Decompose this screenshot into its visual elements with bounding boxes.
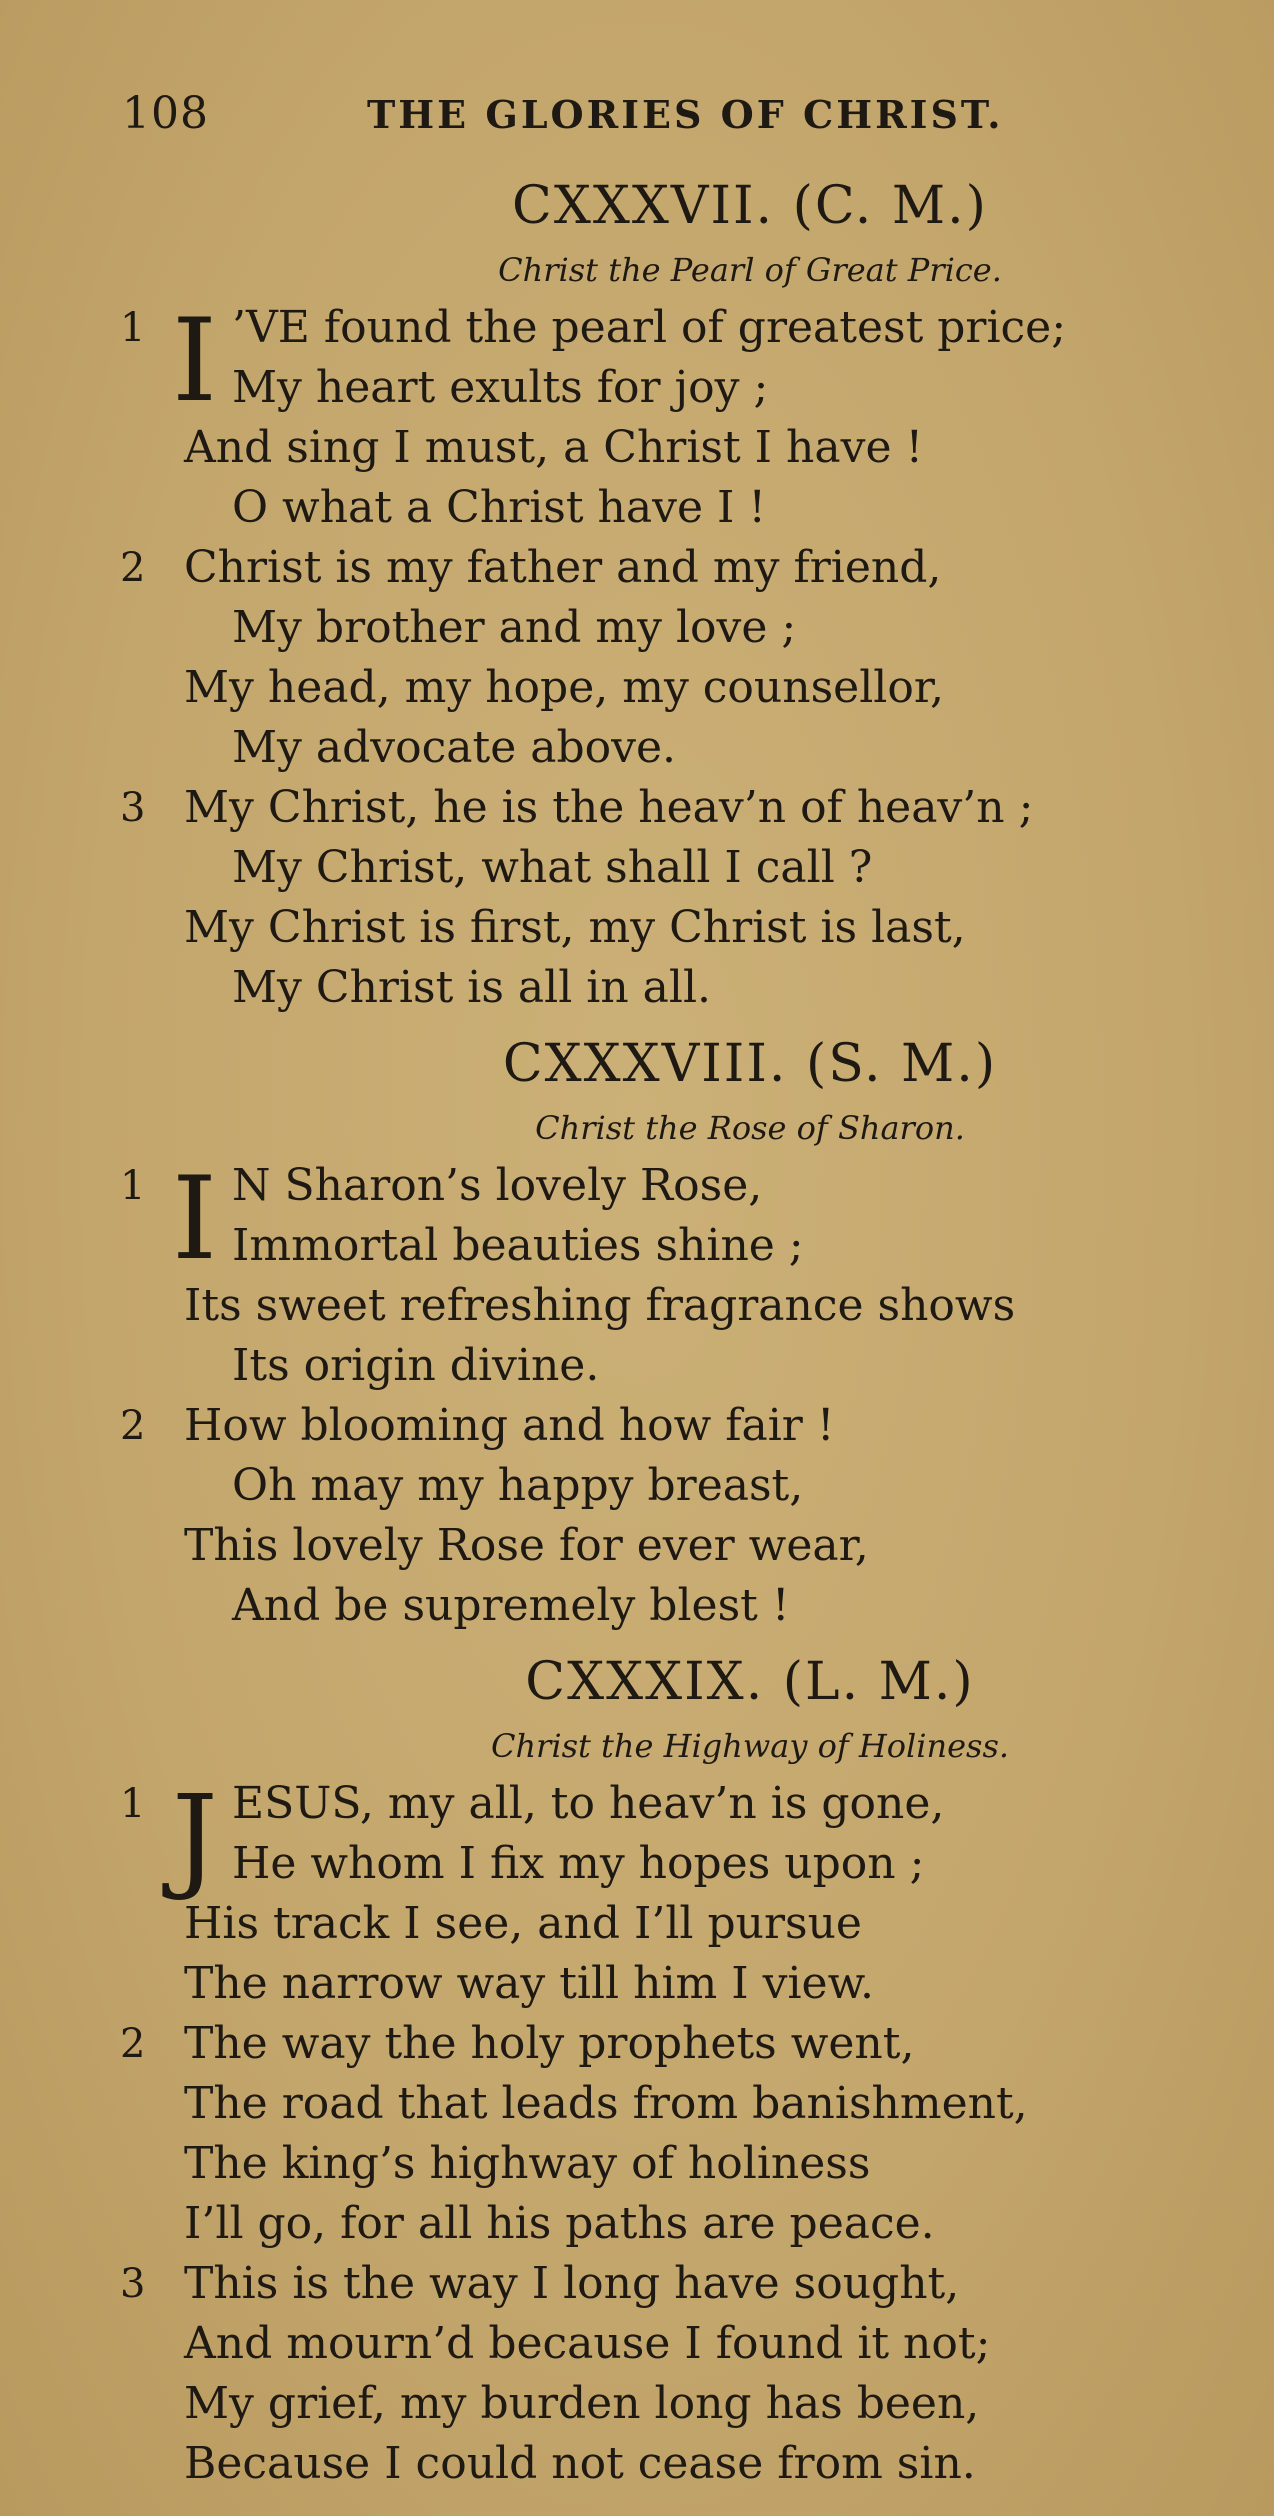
verse-line: Its origin divine. bbox=[232, 1340, 600, 1391]
verse-line: How blooming and how fair ! bbox=[184, 1400, 835, 1451]
hymn-subtitle: Christ the Rose of Sharon. bbox=[535, 1109, 965, 1147]
verse-number: 1 bbox=[120, 1163, 146, 1209]
verse-number: 3 bbox=[120, 2261, 146, 2307]
drop-cap: I bbox=[172, 1152, 218, 1285]
verse-line: His track I see, and I’ll pursue bbox=[184, 1898, 862, 1949]
verse-line: My Christ is first, my Christ is last, bbox=[184, 902, 966, 953]
hymn-number: CXXXVII. (C. M.) bbox=[512, 176, 988, 236]
verse-line: And be supremely blest ! bbox=[232, 1580, 790, 1631]
verse bbox=[120, 1770, 1240, 2014]
verse-number: 3 bbox=[120, 785, 146, 831]
verse-line: The way the holy prophets went, bbox=[184, 2018, 915, 2069]
verse bbox=[120, 2254, 1240, 2494]
verse-line: My brother and my love ; bbox=[232, 602, 797, 653]
verse-line: Christ is my father and my friend, bbox=[184, 542, 942, 593]
verse-line: My Christ, what shall I call ? bbox=[232, 842, 873, 893]
verse-line: My Christ is all in all. bbox=[232, 962, 712, 1013]
verse-line: My grief, my burden long has been, bbox=[184, 2378, 980, 2429]
verse-line: And sing I must, a Christ I have ! bbox=[184, 422, 924, 473]
hymn-137 bbox=[120, 170, 1240, 1018]
verse bbox=[120, 2014, 1240, 2254]
verse-line: N Sharon’s lovely Rose, bbox=[232, 1160, 763, 1211]
verse-line: Immortal beauties shine ; bbox=[232, 1220, 804, 1271]
verse-number: 1 bbox=[120, 1781, 146, 1827]
verse-line: My advocate above. bbox=[232, 722, 676, 773]
verse bbox=[120, 1396, 1240, 1636]
verse-line: And mourn’d because I found it not; bbox=[184, 2318, 991, 2369]
verse-line: My head, my hope, my counsellor, bbox=[184, 662, 945, 713]
verse bbox=[120, 778, 1240, 1018]
page-header bbox=[122, 88, 1232, 148]
verse-number: 2 bbox=[120, 2021, 146, 2067]
verse-line: Because I could not cease from sin. bbox=[184, 2438, 976, 2489]
verse-line: ESUS, my all, to heav’n is gone, bbox=[232, 1778, 945, 1829]
running-title: THE GLORIES OF CHRIST. bbox=[367, 92, 1004, 137]
verse-number: 2 bbox=[120, 545, 146, 591]
page-number: 108 bbox=[122, 88, 209, 139]
hymn-138 bbox=[120, 1028, 1240, 1636]
hymn-139 bbox=[120, 1646, 1240, 2494]
verse-number: 1 bbox=[120, 305, 146, 351]
verse-line: The road that leads from banishment, bbox=[184, 2078, 1028, 2129]
verse-line: The king’s highway of holiness bbox=[184, 2138, 871, 2189]
verse bbox=[120, 294, 1240, 538]
verse bbox=[120, 538, 1240, 778]
verse-line: This is the way I long have sought, bbox=[184, 2258, 960, 2309]
verse-line: Oh may my happy breast, bbox=[232, 1460, 804, 1511]
verse-line: I’ll go, for all his paths are peace. bbox=[184, 2198, 935, 2249]
verse bbox=[120, 1152, 1240, 1396]
verse-line: O what a Christ have I ! bbox=[232, 482, 767, 533]
verse-number: 2 bbox=[120, 1403, 146, 1449]
verse-line: Its sweet refreshing fragrance shows bbox=[184, 1280, 1016, 1331]
drop-cap: J bbox=[172, 1770, 218, 1903]
verse-line: The narrow way till him I view. bbox=[184, 1958, 874, 2009]
verse-line: He whom I fix my hopes upon ; bbox=[232, 1838, 925, 1889]
hymn-content bbox=[120, 170, 1240, 2494]
hymn-number: CXXXIX. (L. M.) bbox=[525, 1652, 975, 1712]
hymn-subtitle: Christ the Highway of Holiness. bbox=[490, 1727, 1010, 1765]
drop-cap: I bbox=[172, 294, 218, 427]
verse-line: ’VE found the pearl of greatest price; bbox=[232, 302, 1067, 353]
hymn-number: CXXXVIII. (S. M.) bbox=[502, 1034, 998, 1094]
verse-line: My heart exults for joy ; bbox=[232, 362, 769, 413]
verse-line: This lovely Rose for ever wear, bbox=[184, 1520, 869, 1571]
verse-line: My Christ, he is the heav’n of heav’n ; bbox=[184, 782, 1034, 833]
hymn-subtitle: Christ the Pearl of Great Price. bbox=[498, 251, 1002, 289]
